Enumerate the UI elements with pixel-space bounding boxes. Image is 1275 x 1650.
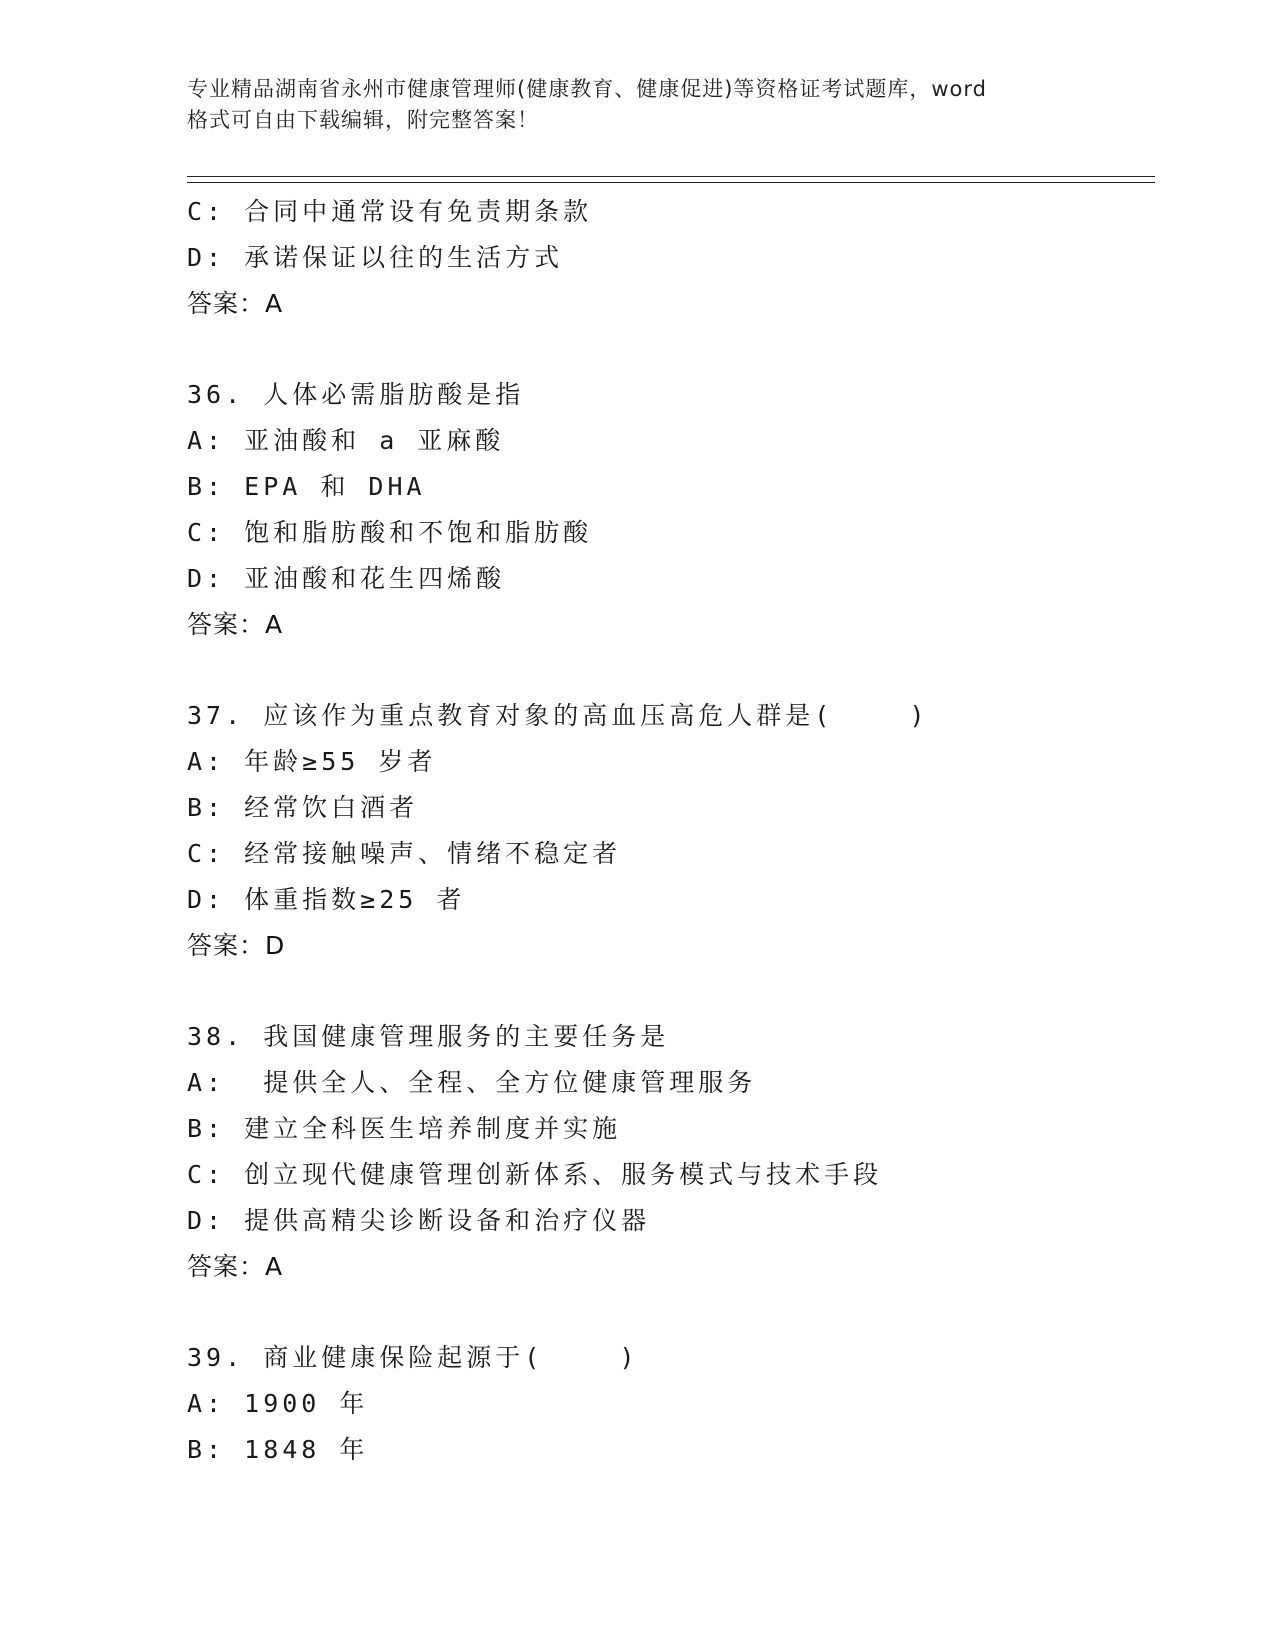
option-c: C: 合同中通常设有免责期条款 <box>187 197 593 226</box>
option-b: B: 1848 年 <box>187 1435 369 1464</box>
header-line-1: 专业精品湖南省永州市健康管理师(健康教育、健康促进)等资格证考试题库，word <box>187 77 988 101</box>
header-line-2: 格式可自由下载编辑，附完整答案！ <box>187 108 539 132</box>
option-d: D: 提供高精尖诊断设备和治疗仪器 <box>187 1206 651 1235</box>
answer-label: 答案：D <box>187 931 286 960</box>
option-a: A: 1900 年 <box>187 1389 369 1418</box>
option-a: A: 提供全人、全程、全方位健康管理服务 <box>187 1068 757 1097</box>
question-stem: 39. 商业健康保险起源于( ) <box>187 1343 639 1372</box>
option-a: A: 年龄≥55 岁者 <box>187 747 437 776</box>
answer-label: 答案：A <box>187 610 284 639</box>
question-stem: 38. 我国健康管理服务的主要任务是 <box>187 1022 670 1051</box>
option-c: C: 经常接触噪声、情绪不稳定者 <box>187 839 622 868</box>
question-stem: 37. 应该作为重点教育对象的高血压高危人群是( ) <box>187 701 929 730</box>
spacer <box>187 1290 1155 1335</box>
answer-label: 答案：A <box>187 1252 284 1281</box>
option-d: D: 体重指数≥25 者 <box>187 885 466 914</box>
option-d: D: 承诺保证以往的生活方式 <box>187 243 564 272</box>
header-divider-top <box>187 176 1155 177</box>
option-a: A: 亚油酸和 a 亚麻酸 <box>187 426 505 455</box>
option-d: D: 亚油酸和花生四烯酸 <box>187 564 506 593</box>
option-c: C: 创立现代健康管理创新体系、服务模式与技术手段 <box>187 1160 883 1189</box>
question-block-39 <box>187 1335 1155 1473</box>
spacer <box>187 969 1155 1014</box>
spacer <box>187 327 1155 372</box>
question-block-37 <box>187 693 1155 969</box>
document-header <box>187 74 1087 136</box>
question-block-35 <box>187 189 1155 327</box>
option-b: B: 建立全科医生培养制度并实施 <box>187 1114 622 1143</box>
header-divider-bottom <box>187 182 1155 183</box>
option-c: C: 饱和脂肪酸和不饱和脂肪酸 <box>187 518 593 547</box>
spacer <box>187 648 1155 693</box>
option-b: B: 经常饮白酒者 <box>187 793 419 822</box>
question-block-36 <box>187 372 1155 648</box>
option-b: B: EPA 和 DHA <box>187 472 426 501</box>
question-stem: 36. 人体必需脂肪酸是指 <box>187 380 525 409</box>
answer-label: 答案：A <box>187 289 284 318</box>
question-list <box>187 189 1155 1473</box>
question-block-38 <box>187 1014 1155 1290</box>
